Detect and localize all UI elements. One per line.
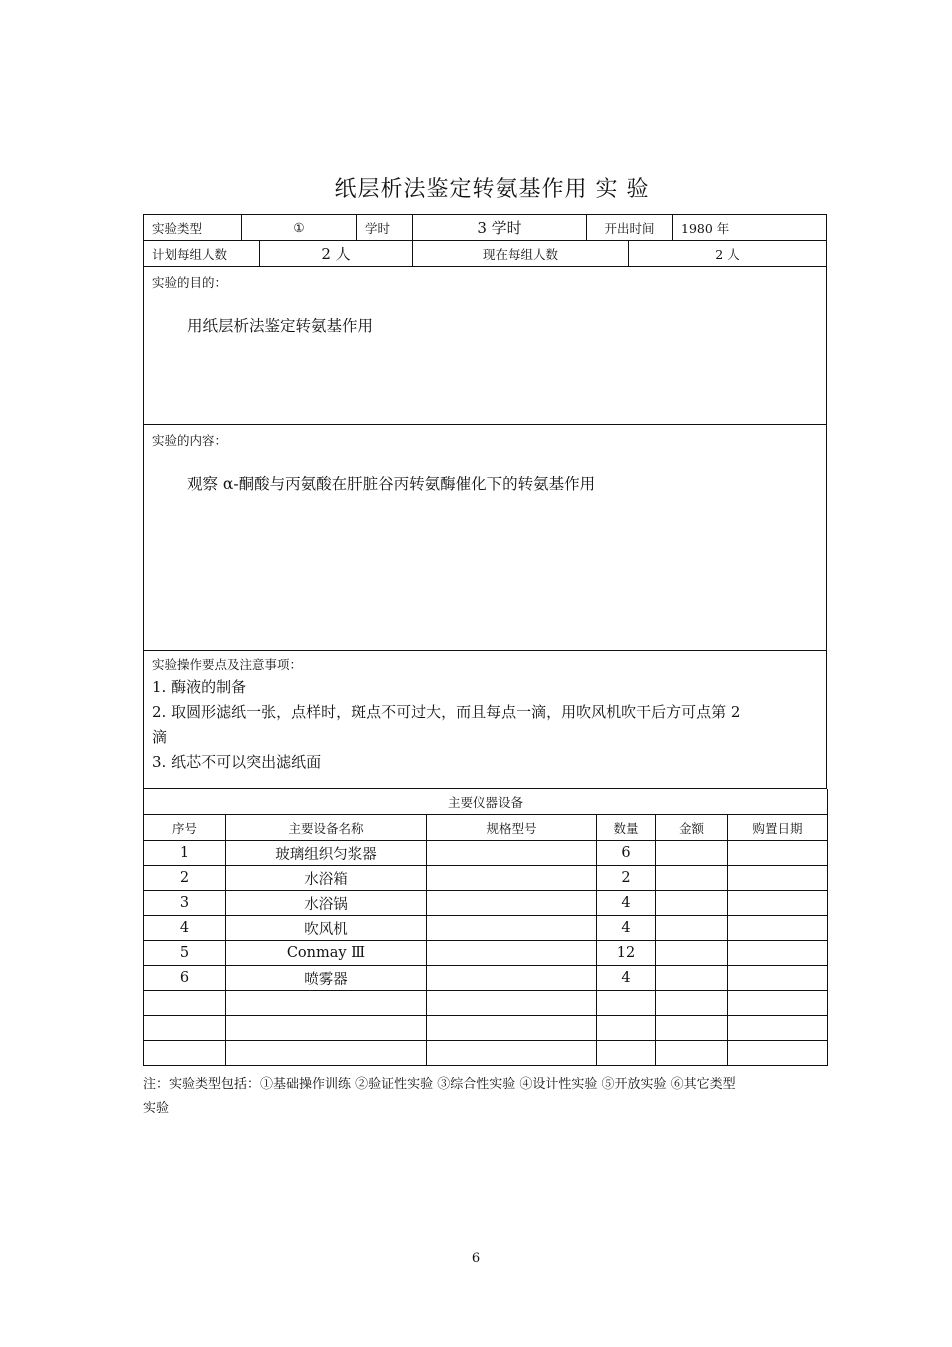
cell-quantity: 4 [597,891,656,916]
cell-amount [656,866,728,891]
cell-amount [656,1016,728,1041]
cell-purchase-date [728,866,828,891]
cell-purchase-date [728,916,828,941]
notes-item: 2. 取圆形滤纸一张，点样时，斑点不可过大，而且每点一滴，用吹风机吹干后方可点第 2 [152,703,741,721]
cell-purchase-date [728,991,828,1016]
notes-item: 滴 [152,728,168,746]
cell-seq: 6 [144,966,226,991]
table-row [144,966,828,991]
cell-quantity [597,1016,656,1041]
info-row-2 [143,241,827,267]
notes-item: 1. 酶液的制备 [152,678,247,696]
cell-seq [144,991,226,1016]
cell-amount [656,941,728,966]
table-row [144,866,828,891]
table-row [144,1016,828,1041]
cell-spec [427,991,597,1016]
current-group-size-label: 现在每组人数 [413,241,629,266]
header-purchase-date: 购置日期 [728,815,828,841]
cell-name [226,991,427,1016]
cell-seq: 2 [144,866,226,891]
purpose-text: 用纸层析法鉴定转氨基作用 [187,317,374,335]
current-group-size-value: 2 人 [715,246,740,262]
notes-section [143,651,827,789]
cell-seq: 1 [144,841,226,866]
start-time-label: 开出时间 [587,215,673,240]
notes-item: 3. 纸芯不可以突出滤纸面 [152,753,322,771]
cell-spec [427,1016,597,1041]
experiment-form [143,214,827,1066]
cell-amount [656,891,728,916]
equipment-title-row [144,789,828,815]
cell-name: 玻璃组织匀浆器 [226,841,427,866]
cell-quantity: 2 [597,866,656,891]
type-label: 实验类型 [144,215,242,240]
footnote-line: 注：实验类型包括：①基础操作训练 ②验证性实验 ③综合性实验 ④设计性实验 ⑤开放实验 ⑥其它类型 [143,1077,736,1092]
purpose-label: 实验的目的： [152,275,228,290]
cell-spec [427,966,597,991]
cell-purchase-date [728,1041,828,1066]
header-amount: 金额 [656,815,728,841]
cell-name: 水浴锅 [226,891,427,916]
footnote [143,1073,815,1121]
cell-amount [656,966,728,991]
cell-seq [144,1041,226,1066]
cell-quantity: 4 [597,916,656,941]
header-spec: 规格型号 [427,815,597,841]
cell-spec [427,891,597,916]
notes-label: 实验操作要点及注意事项： [152,657,303,672]
table-row [144,891,828,916]
header-seq: 序号 [144,815,226,841]
cell-purchase-date [728,966,828,991]
cell-seq: 4 [144,916,226,941]
purpose-section [143,267,827,425]
table-row [144,1041,828,1066]
cell-quantity [597,1041,656,1066]
cell-quantity: 12 [597,941,656,966]
cell-name: Conmay Ⅲ [226,941,427,966]
cell-spec [427,1041,597,1066]
cell-quantity [597,991,656,1016]
equipment-title: 主要仪器设备 [144,789,828,815]
cell-amount [656,1041,728,1066]
type-value: ① [242,215,357,240]
page-title: 纸层析法鉴定转氨基作用 实 验 [334,177,650,202]
cell-purchase-date [728,941,828,966]
table-row [144,841,828,866]
start-time-value: 1980 年 [681,220,730,236]
cell-seq [144,1016,226,1041]
header-quantity: 数量 [597,815,656,841]
cell-amount [656,991,728,1016]
cell-name: 水浴箱 [226,866,427,891]
table-row [144,941,828,966]
cell-quantity: 4 [597,966,656,991]
planned-group-size-label: 计划每组人数 [144,241,260,266]
cell-name: 吹风机 [226,916,427,941]
cell-amount [656,916,728,941]
cell-amount [656,841,728,866]
cell-purchase-date [728,891,828,916]
planned-group-size-value: 2 人 [260,241,413,266]
notes-list [152,675,820,775]
footnote-line: 实验 [143,1101,170,1116]
header-name: 主要设备名称 [226,815,427,841]
table-row [144,916,828,941]
cell-quantity: 6 [597,841,656,866]
cell-seq: 3 [144,891,226,916]
cell-name [226,1041,427,1066]
cell-name [226,1016,427,1041]
hours-value: 3 学时 [413,215,587,240]
content-section [143,425,827,651]
cell-purchase-date [728,1016,828,1041]
content-label: 实验的内容： [152,433,228,448]
hours-label: 学时 [357,215,413,240]
content-text: 观察 α-酮酸与丙氨酸在肝脏谷丙转氨酶催化下的转氨基作用 [187,475,596,493]
equipment-table [143,789,828,1066]
cell-name: 喷雾器 [226,966,427,991]
cell-spec [427,866,597,891]
cell-seq: 5 [144,941,226,966]
equipment-header-row [144,815,828,841]
cell-spec [427,916,597,941]
info-row-1 [143,214,827,241]
table-row [144,991,828,1016]
page-number: 6 [471,1251,481,1266]
cell-spec [427,841,597,866]
cell-purchase-date [728,841,828,866]
cell-spec [427,941,597,966]
